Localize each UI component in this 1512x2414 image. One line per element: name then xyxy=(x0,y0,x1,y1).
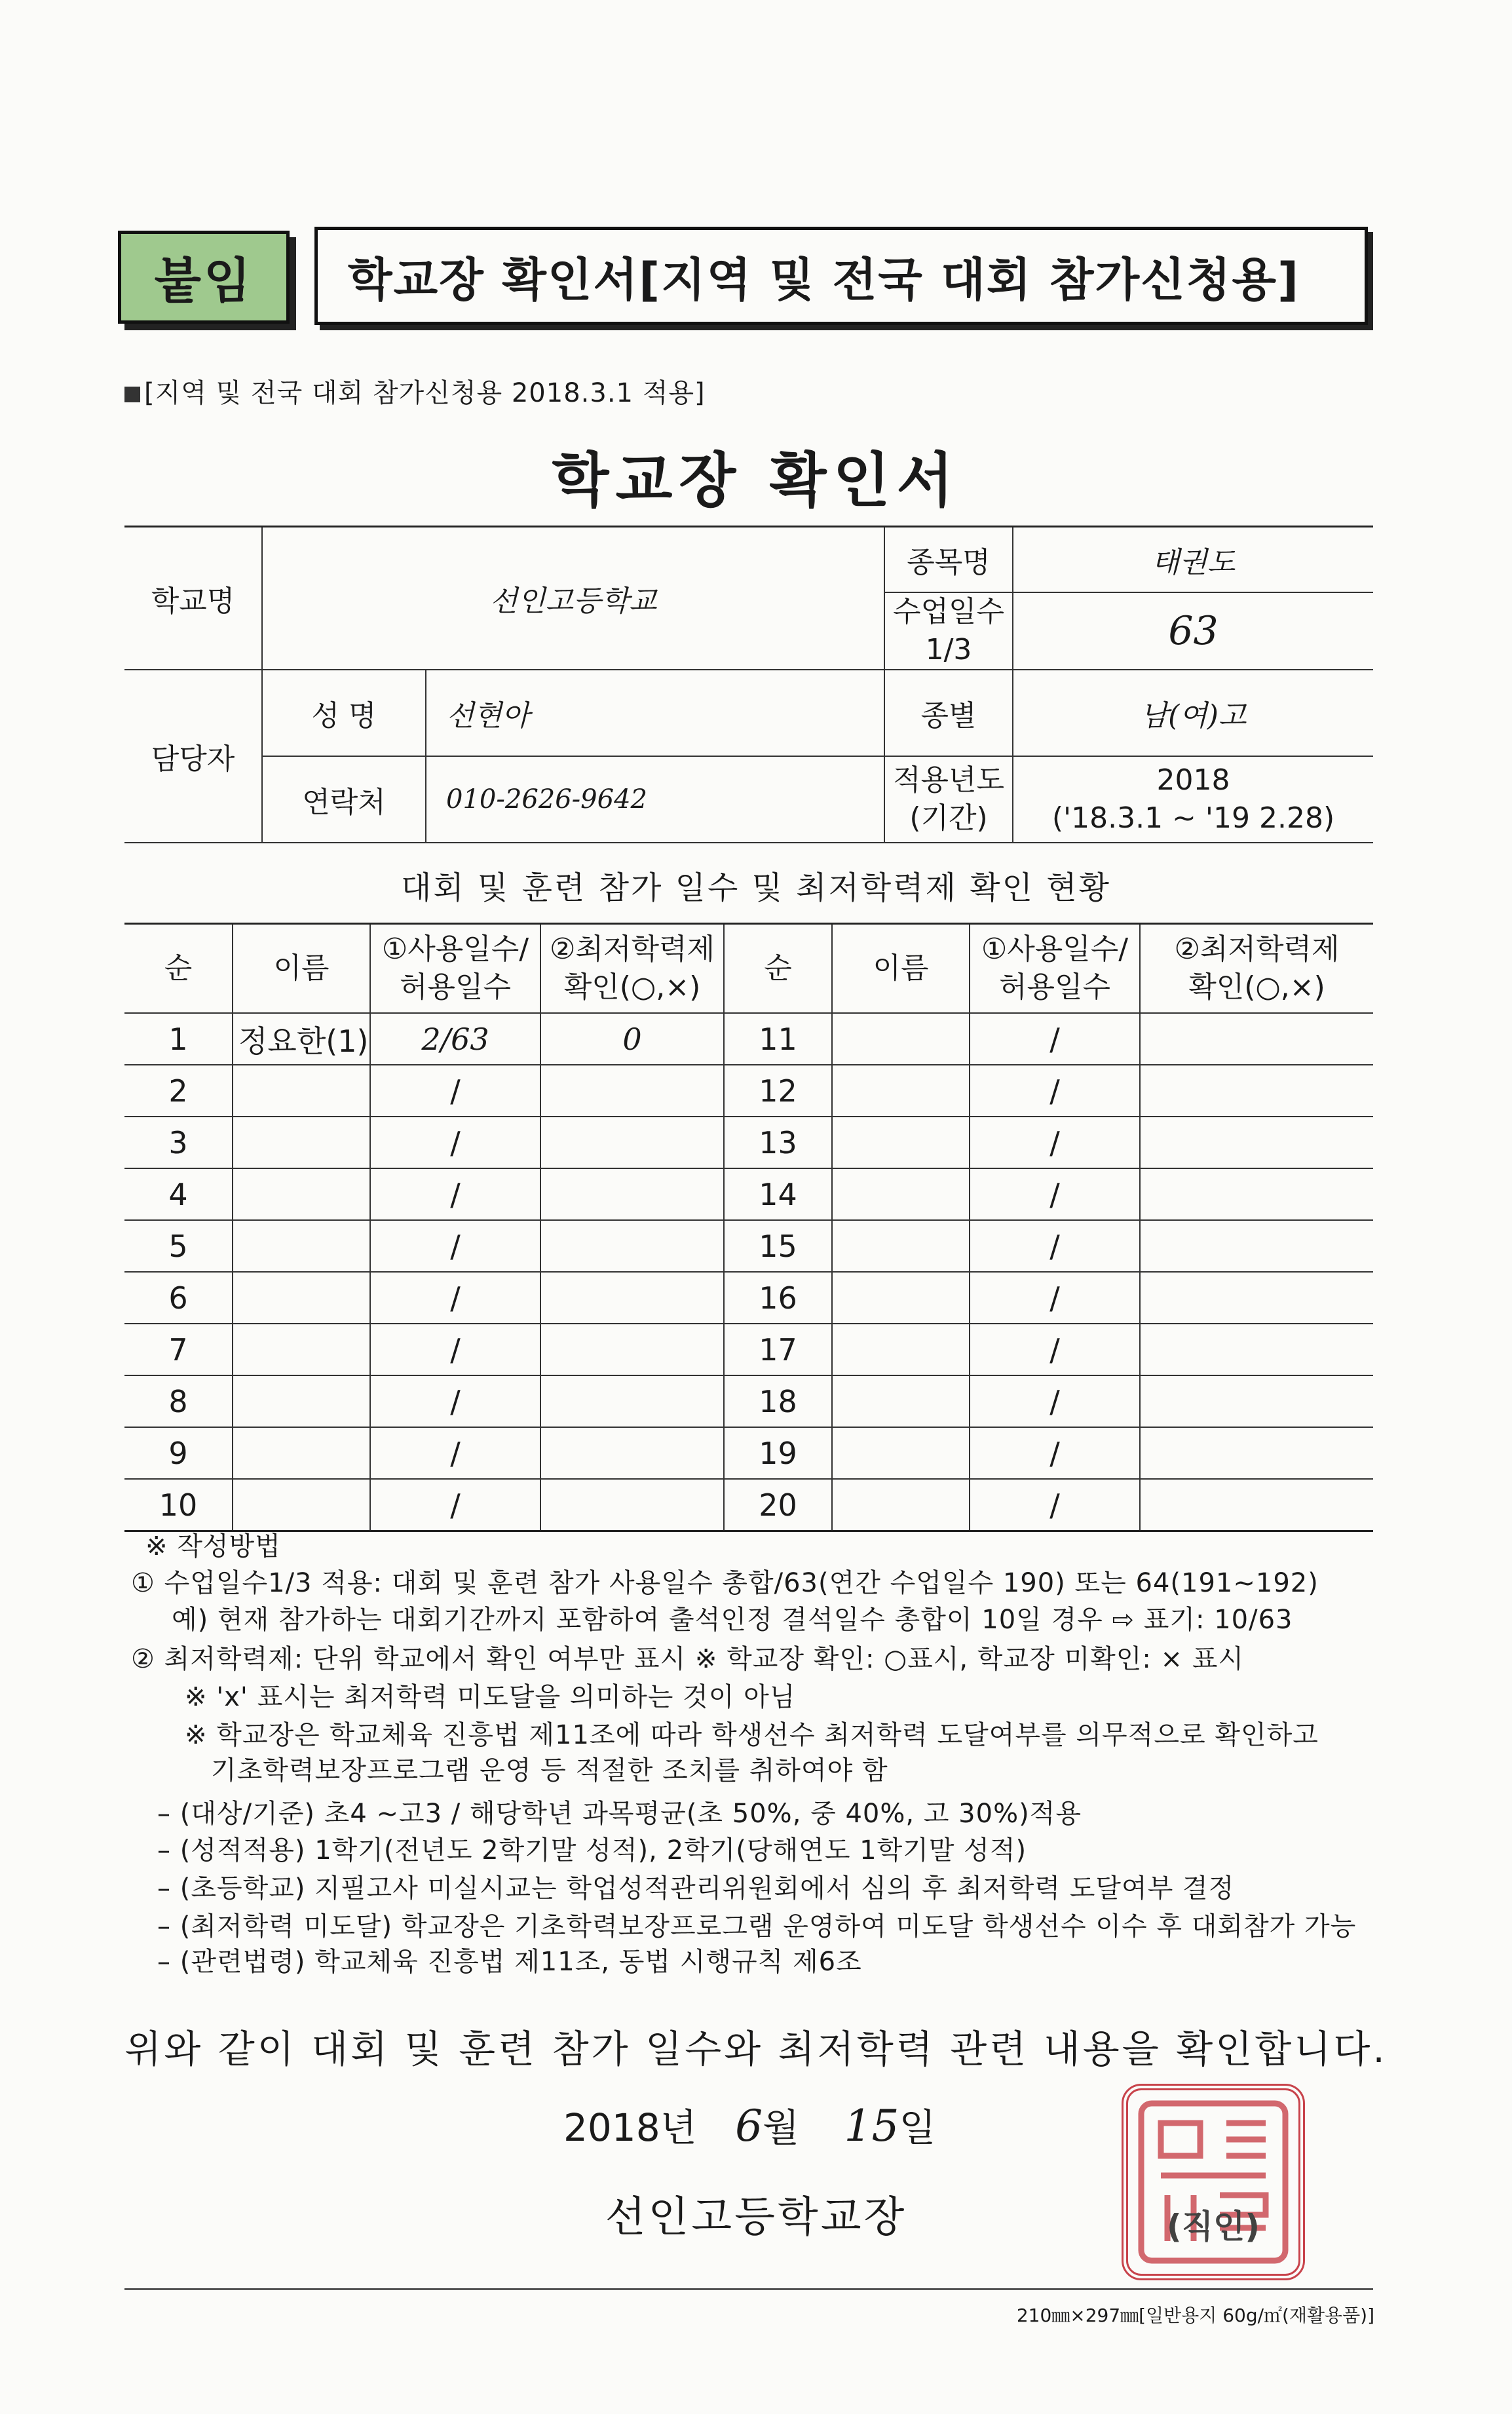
cell-right-no: 13 xyxy=(724,1117,832,1168)
manager-label: 담당자 xyxy=(124,670,262,843)
table-row xyxy=(124,1065,1373,1117)
cell-left-no: 2 xyxy=(124,1065,233,1117)
col-check: ②최저학력제 확인(○,×) xyxy=(540,924,724,1014)
table-row xyxy=(124,1168,1373,1220)
cell-left-days: / xyxy=(370,1375,540,1427)
cell-right-no: 17 xyxy=(724,1324,832,1375)
table-row xyxy=(124,1375,1373,1427)
cell-left-days: / xyxy=(370,1117,540,1168)
cell-right-check xyxy=(1140,1013,1373,1065)
cell-left-days: / xyxy=(370,1220,540,1272)
cell-left-check: 0 xyxy=(540,1013,724,1065)
principal-name: 선인고등학교장 xyxy=(605,2193,907,2242)
table-row xyxy=(124,1324,1373,1375)
date-month: 6 xyxy=(735,2101,763,2151)
square-bullet-icon xyxy=(124,387,140,402)
contact-label: 연락처 xyxy=(262,756,426,843)
seal-label: (직인) xyxy=(1166,2208,1260,2246)
cell-left-no: 1 xyxy=(124,1013,233,1065)
note-line: – (초등학교) 지필고사 미실시교는 학업성적관리위원회에서 심의 후 최저학력 도달여부 결정 xyxy=(157,1873,1235,1904)
cell-left-check xyxy=(540,1375,724,1427)
footer-rule xyxy=(124,2288,1373,2290)
name-value: 선현아 xyxy=(426,670,884,756)
cell-left-days: / xyxy=(370,1168,540,1220)
gender-value: 남(여)고 xyxy=(1013,670,1373,756)
cell-left-no: 8 xyxy=(124,1375,233,1427)
cell-left-name xyxy=(233,1479,370,1531)
note-line: – (성적적용) 1학기(전년도 2학기말 성적), 2학기(당해연도 1학기말 성적) xyxy=(157,1835,1027,1866)
paper-spec: 210㎜×297㎜[일반용지 60g/㎡(재활용품)] xyxy=(1016,2305,1374,2326)
cell-left-name xyxy=(233,1220,370,1272)
cell-right-days: / xyxy=(970,1324,1140,1375)
cell-right-check xyxy=(1140,1375,1373,1427)
event-label: 종목명 xyxy=(884,527,1013,593)
col-check: ②최저학력제 확인(○,×) xyxy=(1140,924,1373,1014)
date-month-unit: 월 xyxy=(763,2105,800,2150)
note-line: – (관련법령) 학교체육 진흥법 제11조, 동법 시행규칙 제6조 xyxy=(157,1947,862,1977)
cell-right-no: 16 xyxy=(724,1272,832,1324)
col-no: 순 xyxy=(124,924,233,1014)
roster-table xyxy=(124,923,1373,1532)
table-row xyxy=(124,1013,1373,1065)
cell-right-check xyxy=(1140,1324,1373,1375)
cell-right-days: / xyxy=(970,1220,1140,1272)
table-row xyxy=(124,1272,1373,1324)
school-label: 학교명 xyxy=(124,527,262,670)
cell-left-name xyxy=(233,1427,370,1479)
signing-date xyxy=(563,2097,936,2152)
date-day: 15 xyxy=(844,2101,899,2151)
cell-right-check xyxy=(1140,1117,1373,1168)
cell-left-check xyxy=(540,1168,724,1220)
cell-left-check xyxy=(540,1065,724,1117)
cell-right-check xyxy=(1140,1065,1373,1117)
cell-left-days: / xyxy=(370,1324,540,1375)
cell-left-check xyxy=(540,1324,724,1375)
cell-right-name xyxy=(832,1324,970,1375)
section-title: 대회 및 훈련 참가 일수 및 최저학력제 확인 현황 xyxy=(400,870,1112,906)
note-line: ※ 'x' 표시는 최저학력 미도달을 의미하는 것이 아님 xyxy=(185,1682,796,1712)
col-no: 순 xyxy=(724,924,832,1014)
event-value: 태권도 xyxy=(1013,527,1373,593)
name-label: 성 명 xyxy=(262,670,426,756)
cell-left-no: 6 xyxy=(124,1272,233,1324)
cell-right-name xyxy=(832,1168,970,1220)
days-label: 수업일수 1/3 xyxy=(884,592,1013,670)
cell-right-check xyxy=(1140,1220,1373,1272)
cell-right-name xyxy=(832,1479,970,1531)
attachment-tag: 붙임 xyxy=(118,231,290,324)
cell-left-days: / xyxy=(370,1427,540,1479)
cell-right-no: 18 xyxy=(724,1375,832,1427)
contact-value: 010-2626-9642 xyxy=(426,756,884,843)
notes-heading: ※ 작성방법 xyxy=(145,1531,281,1561)
cell-left-check xyxy=(540,1220,724,1272)
cell-left-check xyxy=(540,1117,724,1168)
note-line: 기초학력보장프로그램 운영 등 적절한 조치를 취하여야 함 xyxy=(211,1755,888,1786)
cell-left-days: / xyxy=(370,1479,540,1531)
cell-right-name xyxy=(832,1375,970,1427)
date-year: 2018년 xyxy=(563,2105,697,2150)
year-value: 2018 ('18.3.1 ~ '19 2.28) xyxy=(1013,756,1373,843)
note-line: – (대상/기준) 초4 ~고3 / 해당학년 과목평균(초 50%, 중 40%, 고 30%)적용 xyxy=(157,1799,1082,1829)
cell-right-no: 15 xyxy=(724,1220,832,1272)
col-name: 이름 xyxy=(832,924,970,1014)
info-table xyxy=(124,526,1373,843)
cell-right-days: / xyxy=(970,1272,1140,1324)
note-line: 예) 현재 참가하는 대회기간까지 포함하여 출석인정 결석일수 총합이 10일 경우 ⇨ 표기: 10/63 xyxy=(172,1605,1293,1635)
cell-left-days: 2/63 xyxy=(370,1013,540,1065)
cell-right-days: / xyxy=(970,1117,1140,1168)
note-line: – (최저학력 미도달) 학교장은 기초학력보장프로그램 운영하여 미도달 학생선수 이수 후 대회참가 가능 xyxy=(157,1911,1357,1942)
cell-left-check xyxy=(540,1479,724,1531)
applicability-note xyxy=(124,372,706,410)
cell-left-no: 3 xyxy=(124,1117,233,1168)
cell-right-name xyxy=(832,1272,970,1324)
note-line: ※ 학교장은 학교체육 진흥법 제11조에 따라 학생선수 최저학력 도달여부를 의무적으로 확인하고 xyxy=(185,1720,1319,1750)
table-row xyxy=(124,1427,1373,1479)
col-days: ①사용일수/ 허용일수 xyxy=(370,924,540,1014)
table-row xyxy=(124,1479,1373,1531)
cell-right-name xyxy=(832,1427,970,1479)
cell-left-no: 10 xyxy=(124,1479,233,1531)
table-row xyxy=(124,1220,1373,1272)
cell-right-check xyxy=(1140,1479,1373,1531)
cell-left-no: 7 xyxy=(124,1324,233,1375)
cell-right-name xyxy=(832,1220,970,1272)
page-title: 학교장 확인서 xyxy=(552,446,960,515)
cell-left-name: 정요한(1) xyxy=(233,1013,370,1065)
cell-right-check xyxy=(1140,1427,1373,1479)
cell-left-days: / xyxy=(370,1272,540,1324)
cell-left-no: 4 xyxy=(124,1168,233,1220)
cell-right-no: 11 xyxy=(724,1013,832,1065)
document-banner: 학교장 확인서[지역 및 전국 대회 참가신청용] xyxy=(314,227,1368,325)
table-row xyxy=(124,1117,1373,1168)
cell-right-no: 19 xyxy=(724,1427,832,1479)
cell-left-name xyxy=(233,1375,370,1427)
cell-left-name xyxy=(233,1065,370,1117)
col-days: ①사용일수/ 허용일수 xyxy=(970,924,1140,1014)
confirmation-statement: 위와 같이 대회 및 훈련 참가 일수와 최저학력 관련 내용을 확인합니다. xyxy=(124,2027,1388,2071)
gender-label: 종별 xyxy=(884,670,1013,756)
cell-right-name xyxy=(832,1013,970,1065)
cell-right-check xyxy=(1140,1272,1373,1324)
cell-left-check xyxy=(540,1427,724,1479)
cell-left-name xyxy=(233,1117,370,1168)
cell-left-days: / xyxy=(370,1065,540,1117)
cell-right-no: 20 xyxy=(724,1479,832,1531)
date-day-unit: 일 xyxy=(899,2105,936,2150)
cell-right-days: / xyxy=(970,1479,1140,1531)
cell-right-days: / xyxy=(970,1427,1140,1479)
cell-left-check xyxy=(540,1272,724,1324)
cell-right-days: / xyxy=(970,1168,1140,1220)
cell-right-name xyxy=(832,1117,970,1168)
cell-right-days: / xyxy=(970,1375,1140,1427)
applicability-text: [지역 및 전국 대회 참가신청용 2018.3.1 적용] xyxy=(144,378,706,408)
official-seal-stamp xyxy=(1122,2084,1305,2280)
days-value: 63 xyxy=(1013,592,1373,670)
cell-right-days: / xyxy=(970,1013,1140,1065)
cell-right-no: 14 xyxy=(724,1168,832,1220)
cell-left-no: 5 xyxy=(124,1220,233,1272)
cell-right-days: / xyxy=(970,1065,1140,1117)
school-value: 선인고등학교 xyxy=(262,527,884,670)
cell-left-name xyxy=(233,1272,370,1324)
cell-right-no: 12 xyxy=(724,1065,832,1117)
cell-left-name xyxy=(233,1168,370,1220)
cell-right-name xyxy=(832,1065,970,1117)
col-name: 이름 xyxy=(233,924,370,1014)
cell-left-name xyxy=(233,1324,370,1375)
note-line: ② 최저학력제: 단위 학교에서 확인 여부만 표시 ※ 학교장 확인: ○표시, 학교장 미확인: × 표시 xyxy=(131,1644,1245,1674)
cell-left-no: 9 xyxy=(124,1427,233,1479)
cell-right-check xyxy=(1140,1168,1373,1220)
year-label: 적용년도 (기간) xyxy=(884,756,1013,843)
note-line: ① 수업일수1/3 적용: 대회 및 훈련 참가 사용일수 총합/63(연간 수업일수 190) 또는 64(191~192) xyxy=(131,1568,1319,1598)
